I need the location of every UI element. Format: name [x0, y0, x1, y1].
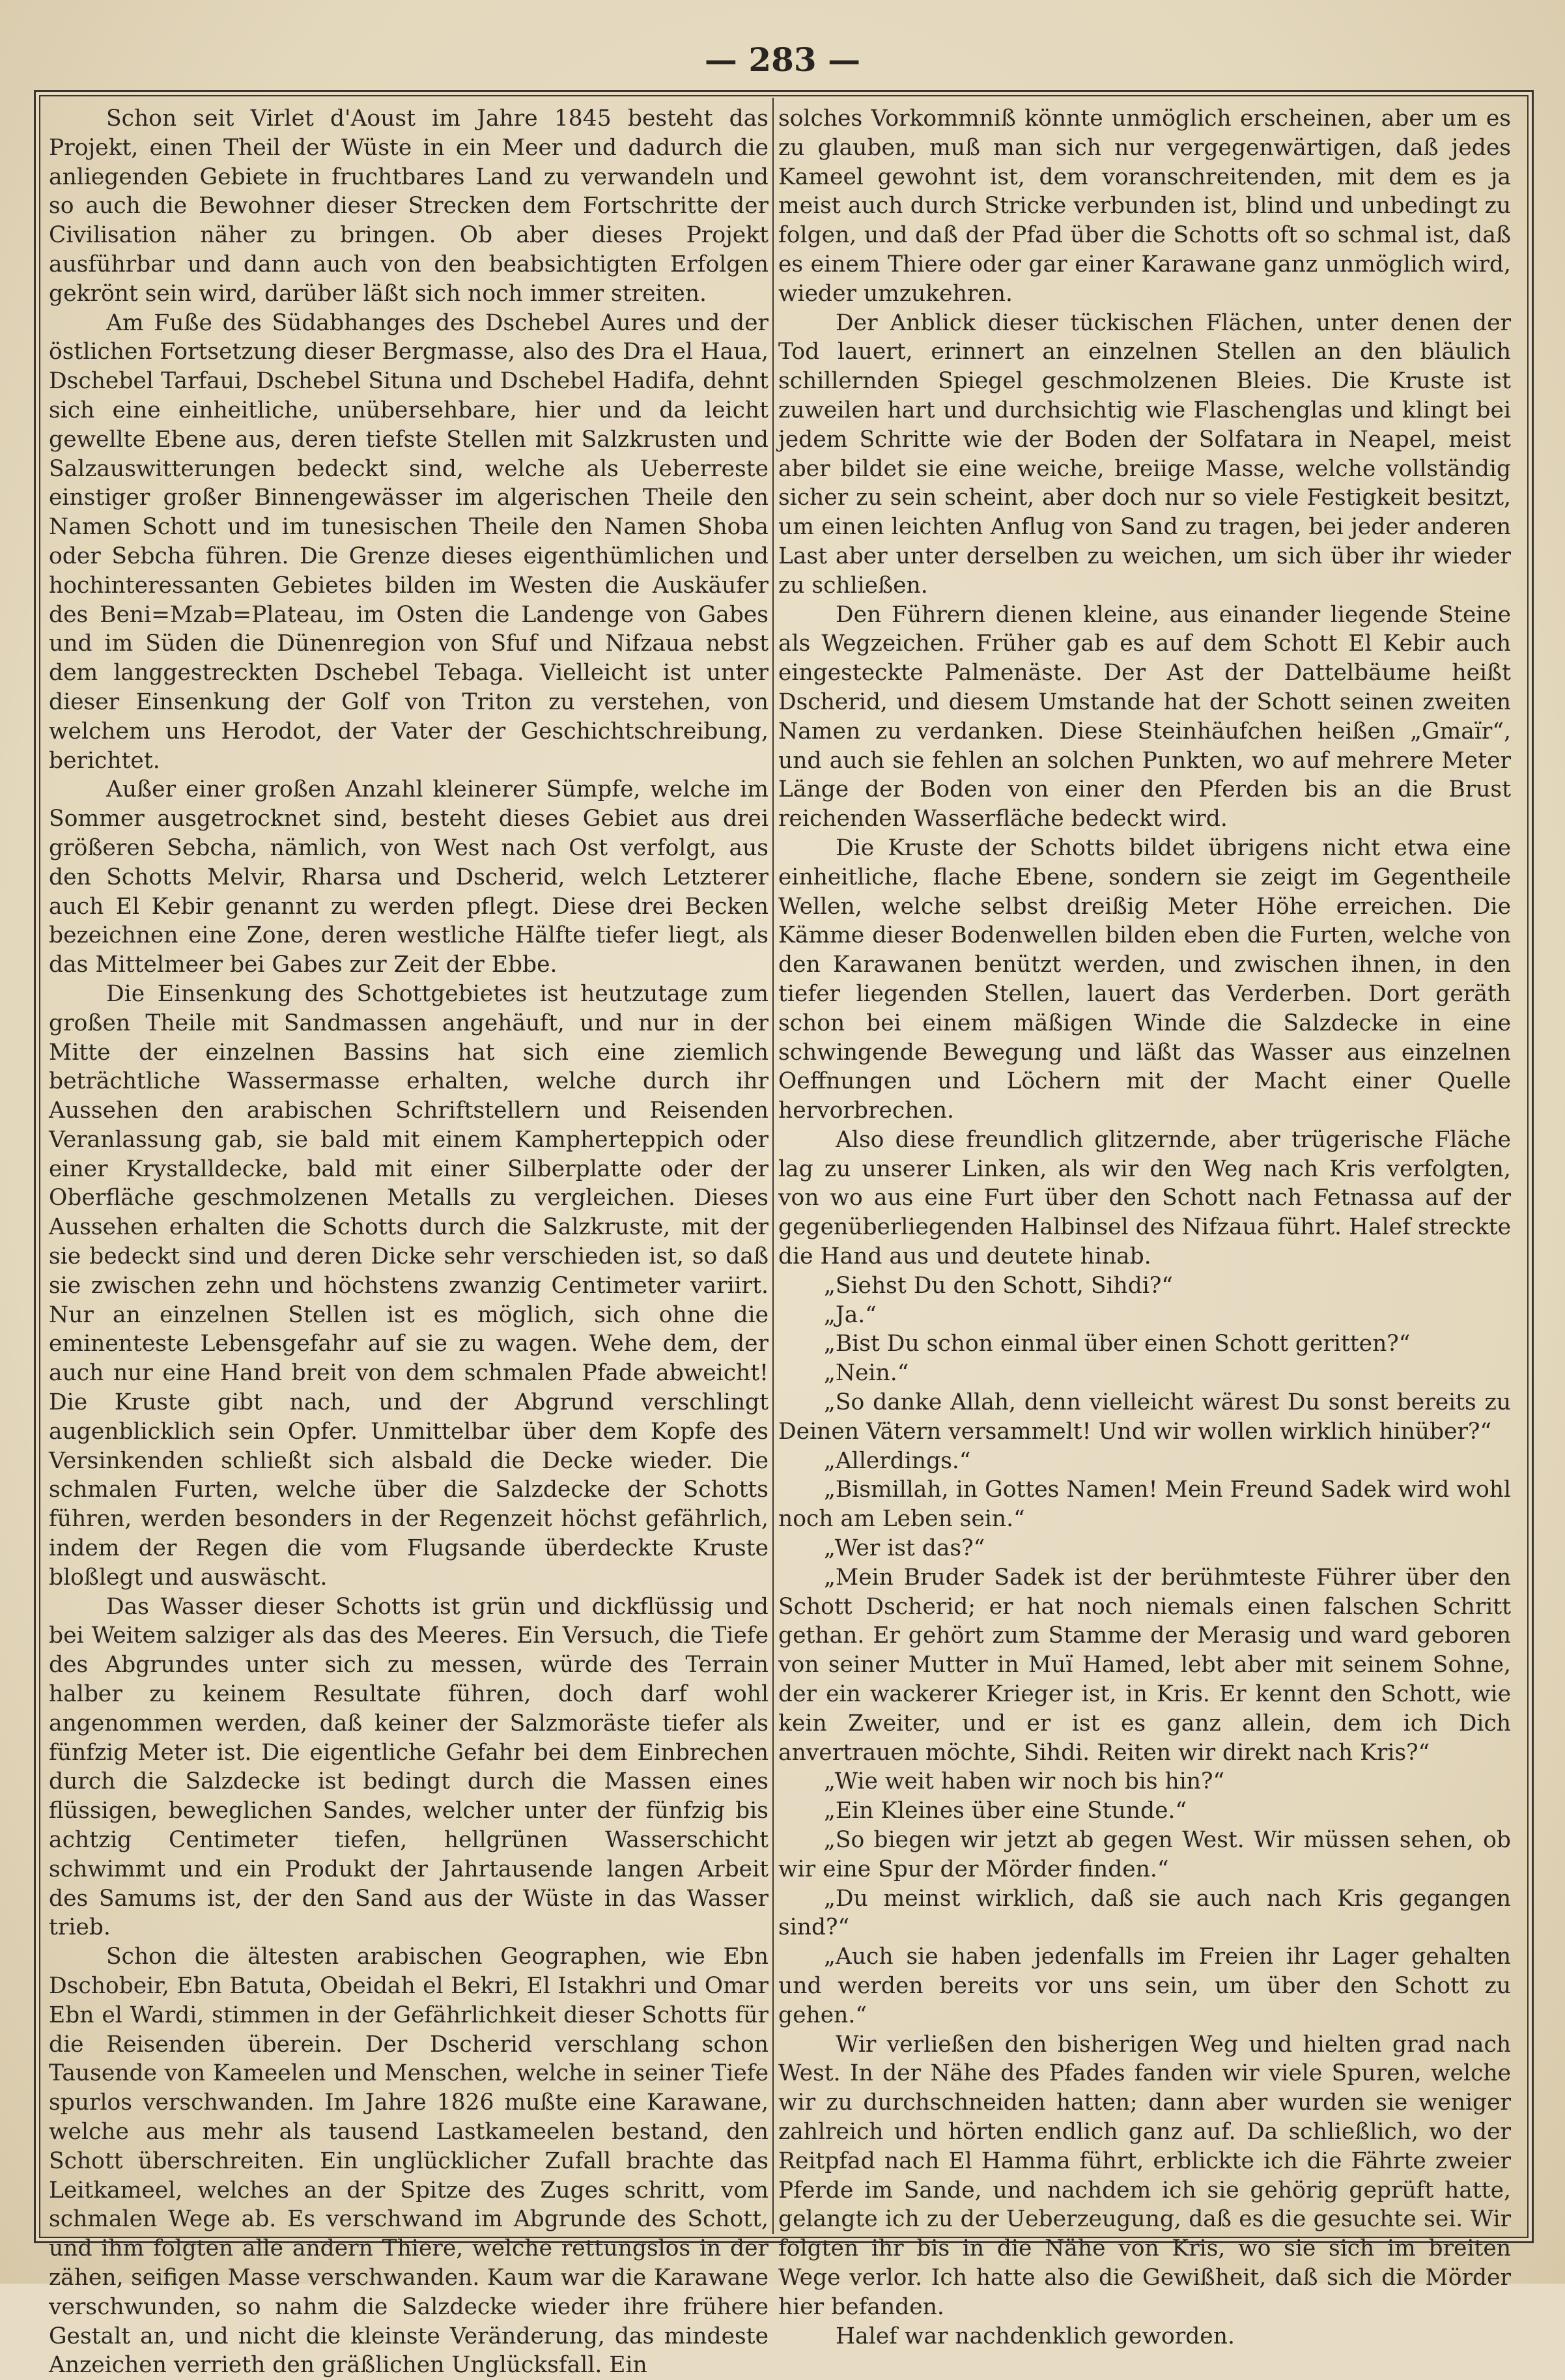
dialogue-line: „So biegen wir jetzt ab gegen West. Wir müssen sehen, ob wir eine Spur der Mörder finden.“: [778, 1827, 1511, 1882]
paragraph: Schon die ältesten arabischen Geographen, wie Ebn Dschobeir, Ebn Batuta, Obeidah el Bekri, El Istakhri und Omar Ebn el Wardi, stimmen in der Gefährlichkeit dieser Schotts für die Reisenden überein. Der Dscherid verschlang schon Tausende von Kameelen und Menschen, welche in seiner Tiefe spurlos verschwanden. Im Jahre 1826 mußte eine Karawane, welche aus mehr als tausend Lastkameelen bestand, den Schott überschreiten. Ein unglücklicher Zufall brachte das Leitkameel, welches an der Spitze des Zuges schritt, vom schmalen Wege ab. Es verschwand im Abgrunde des Schott, und ihm folgten alle andern Thiere, welche rettungslos in der zähen, seifigen Masse verschwanden. Kaum war die Karawane verschwunden, so nahm die Salzdecke wieder ihre frühere Gestalt an, und nicht die kleinste Veränderung, das mindeste Anzeichen verrieth den gräßlichen Unglücksfall. Ein: [49, 1944, 768, 2379]
dialogue-line: „Wer ist das?“: [824, 1535, 985, 1562]
paragraph: Die Kruste der Schotts bildet übrigens nicht etwa eine einheitliche, flache Ebene, sondern sie zeigt im Gegentheile Wellen, welche selbst dreißig Meter Höhe erreichen. Die Kämme dieser Bodenwellen bilden eben die Furten, welche von den Karawanen benützt werden, und zwischen ihnen, in den tiefer liegenden Stellen, lauert das Verderben. Dort geräth schon bei einem mäßigen Winde die Salzdecke in eine schwingende Bewegung und läßt das Wasser aus einzelnen Oeffnungen und Löchern mit der Macht einer Quelle hervorbrechen.: [778, 834, 1511, 1124]
paragraph: Schon seit Virlet d'Aoust im Jahre 1845 besteht das Projekt, einen Theil der Wüste in ein Meer und dadurch die anliegenden Gebiete in fruchtbares Land zu verwandeln und so auch die Bewohner dieser Strecken dem Fortschritte der Civilisation näher zu bringen. Ob aber dieses Projekt ausführbar und dann auch von den beabsichtigten Erfolgen gekrönt sein wird, darüber läßt sich noch immer streiten.: [49, 106, 768, 307]
page-number: — 283 —: [704, 40, 861, 79]
paragraph: Der Anblick dieser tückischen Flächen, unter denen der Tod lauert, erinnert an einzelnen Stellen an den bläulich schillernden Spiegel geschmolzenen Bleies. Die Kruste ist zuweilen hart und durchsichtig wie Flaschenglas und klingt bei jedem Schritte wie der Boden der Solfatara in Neapel, meist aber bildet sie eine weiche, breiige Masse, welche vollständig sicher zu sein scheint, aber doch nur so viele Festigkeit besitzt, um einen leichten Anflug von Sand zu tragen, bei jeder anderen Last aber unter derselben zu weichen, um sich über ihr wieder zu schließen.: [778, 309, 1511, 599]
right-column: [778, 104, 1511, 2349]
paragraph: Wir verließen den bisherigen Weg und hielten grad nach West. In der Nähe des Pfades fanden wir viele Spuren, welche wir zu durchschneiden hatten; dann aber wurden sie weniger zahlreich und hörten endlich ganz auf. Da schließlich, wo der Reitpfad nach El Hamma führt, erblickte ich die Fährte zweier Pferde im Sande, und nachdem ich sie gehörig geprüft hatte, gelangte ich zu der Ueberzeugung, daß es die gesuchte sei. Wir folgten ihr bis in die Nähe von Kris, wo sie sich im breiten Wege verlor. Ich hatte also die Gewißheit, daß sich die Mörder hier befanden.: [778, 2031, 1511, 2320]
dialogue-line: „Auch sie haben jedenfalls im Freien ihr Lager gehalten und werden bereits vor uns sein, um über den Schott zu gehen.“: [778, 1944, 1511, 2028]
dialogue-line: „Du meinst wirklich, daß sie auch nach Kris gegangen sind?“: [778, 1885, 1511, 1941]
paragraph: Halef war nachdenklich geworden.: [836, 2323, 1235, 2349]
dialogue-line: „So danke Allah, denn vielleicht wärest Du sonst bereits zu Deinen Vätern versammelt! Und wir wollen wirklich hinüber?“: [778, 1389, 1511, 1445]
dialogue-line: „Allerdings.“: [824, 1447, 971, 1474]
dialogue-line: „Bist Du schon einmal über einen Schott geritten?“: [824, 1331, 1411, 1357]
dialogue-line: „Mein Bruder Sadek ist der berühmteste Führer über den Schott Dscherid; er hat noch niemals einen falschen Schritt gethan. Er gehört zum Stamme der Merasig und ward geboren von seiner Mutter in Muï Hamed, lebt aber mit seinem Sohne, der ein wackerer Krieger ist, in Kris. Er kennt den Schott, wie kein Zweiter, und er ist es ganz allein, dem ich Dich anvertrauen möchte, Sihdi. Reiten wir direkt nach Kris?“: [778, 1564, 1511, 1766]
dialogue-line: „Wie weit haben wir noch bis hin?“: [824, 1768, 1225, 1795]
paragraph: Das Wasser dieser Schotts ist grün und dickflüssig und bei Weitem salziger als das des Meeres. Ein Versuch, die Tiefe des Abgrundes unter sich zu messen, würde des Terrain halber zu keinem Resultate führen, doch darf wohl angenommen werden, daß keiner der Salzmoräste tiefer als fünfzig Meter ist. Die eigentliche Gefahr bei dem Einbrechen durch die Salzdecke ist bedingt durch die Massen eines flüssigen, beweglichen Sandes, welcher unter der fünfzig bis achtzig Centimeter tiefen, hellgrünen Wasserschicht schwimmt und ein Produkt der Jahrtausende langen Arbeit des Samums ist, der den Sand aus der Wüste in das Wasser trieb.: [49, 1593, 768, 1941]
dialogue-line: „Siehst Du den Schott, Sihdi?“: [824, 1272, 1173, 1299]
dialogue-line: „Ja.“: [824, 1301, 877, 1328]
dialogue-line: „Nein.“: [824, 1360, 909, 1387]
dialogue-line: „Ein Kleines über eine Stunde.“: [824, 1798, 1187, 1824]
paragraph: Den Führern dienen kleine, aus einander liegende Steine als Wegzeichen. Früher gab es auf dem Schott El Kebir auch eingesteckte Palmenäste. Der Ast der Dattelbäume heißt Dscherid, und diesem Umstande hat der Schott seinen zweiten Namen zu verdanken. Diese Steinhäufchen heißen „Gmaïr“, und auch sie fehlen an solchen Punkten, wo auf mehrere Meter Länge der Boden von einer den Pferden bis an die Brust reichenden Wasserfläche bedeckt wird.: [778, 601, 1511, 832]
paragraph: Also diese freundlich glitzernde, aber trügerische Fläche lag zu unserer Linken, als wir den Weg nach Kris verfolgten, von wo aus eine Furt über den Schott nach Fetnassa auf der gegenüberliegenden Halbinsel des Nifzaua führt. Halef streckte die Hand aus und deutete hinab.: [778, 1126, 1511, 1270]
column-divider: [772, 98, 774, 2234]
paragraph: Die Einsenkung des Schottgebietes ist heutzutage zum großen Theile mit Sandmassen angehäuft, und nur in der Mitte der einzelnen Bassins hat sich eine ziemlich beträchtliche Wassermasse erhalten, welche durch ihr Aussehen den arabischen Schriftstellern und Reisenden Veranlassung gab, sie bald mit einem Kampherteppich oder einer Krystalldecke, bald mit einer Silberplatte oder der Oberfläche geschmolzenen Metalls zu vergleichen. Dieses Aussehen erhalten die Schotts durch die Salzkruste, mit der sie bedeckt sind und deren Dicke sehr verschieden ist, so daß sie zwischen zehn und höchstens zwanzig Centimeter variirt. Nur an einzelnen Stellen ist es möglich, sich ohne die eminenteste Lebensgefahr auf sie zu wagen. Wehe dem, der auch nur eine Hand breit von dem schmalen Pfade abweicht! Die Kruste gibt nach, und der Abgrund verschlingt augenblicklich sein Opfer. Unmittelbar über dem Kopfe des Versinkenden schließt sich alsbald die Decke wieder. Die schmalen Furten, welche über die Salzdecke der Schotts führen, werden besonders in der Regenzeit höchst gefährlich, indem der Regen die vom Flugsande überdeckte Kruste bloßlegt und auswäscht.: [49, 980, 768, 1591]
paragraph: Am Fuße des Südabhanges des Dschebel Aures und der östlichen Fortsetzung dieser Bergmasse, also des Dra el Haua, Dschebel Tarfaui, Dschebel Situna und Dschebel Hadifa, dehnt sich eine einheitliche, unübersehbare, hier und da leicht gewellte Ebene aus, deren tiefste Stellen mit Salzkrusten und Salzauswitterungen bedeckt sind, welche als Ueberreste einstiger großer Binnengewässer im algerischen Theile den Namen Schott und im tunesischen Theile den Namen Shoba oder Sebcha führen. Die Grenze dieses eigenthümlichen und hochinteressanten Gebietes bilden im Westen die Auskäufer des Beni=Mzab=Plateau, im Osten die Landenge von Gabes und im Süden die Dünenregion von Sfuf und Nifzaua nebst dem langgestreckten Dschebel Tebaga. Vielleicht ist unter dieser Einsenkung der Golf von Triton zu verstehen, von welchem uns Herodot, der Vater der Geschichtschreibung, berichtet.: [49, 309, 768, 774]
paragraph: Außer einer großen Anzahl kleinerer Sümpfe, welche im Sommer ausgetrocknet sind, besteht dieses Gebiet aus drei größeren Sebcha, nämlich, von West nach Ost verfolgt, aus den Schotts Melvir, Rharsa und Dscherid, welch Letzterer auch El Kebir genannt zu werden pflegt. Diese drei Becken bezeichnen eine Zone, deren westliche Hälfte tiefer liegt, als das Mittelmeer bei Gabes zur Zeit der Ebbe.: [49, 776, 768, 978]
paragraph: solches Vorkommniß könnte unmöglich erscheinen, aber um es zu glauben, muß man sich nur vergegenwärtigen, daß jedes Kameel gewohnt ist, dem voranschreitenden, mit dem es ja meist auch durch Stricke verbunden ist, blind und unbedingt zu folgen, und daß der Pfad über die Schotts oft so schmal ist, daß es einem Thiere oder gar einer Karawane ganz unmöglich wird, wieder umzukehren.: [778, 106, 1511, 307]
left-column: [49, 104, 768, 2379]
dialogue-line: „Bismillah, in Gottes Namen! Mein Freund Sadek wird wohl noch am Leben sein.“: [778, 1477, 1511, 1533]
